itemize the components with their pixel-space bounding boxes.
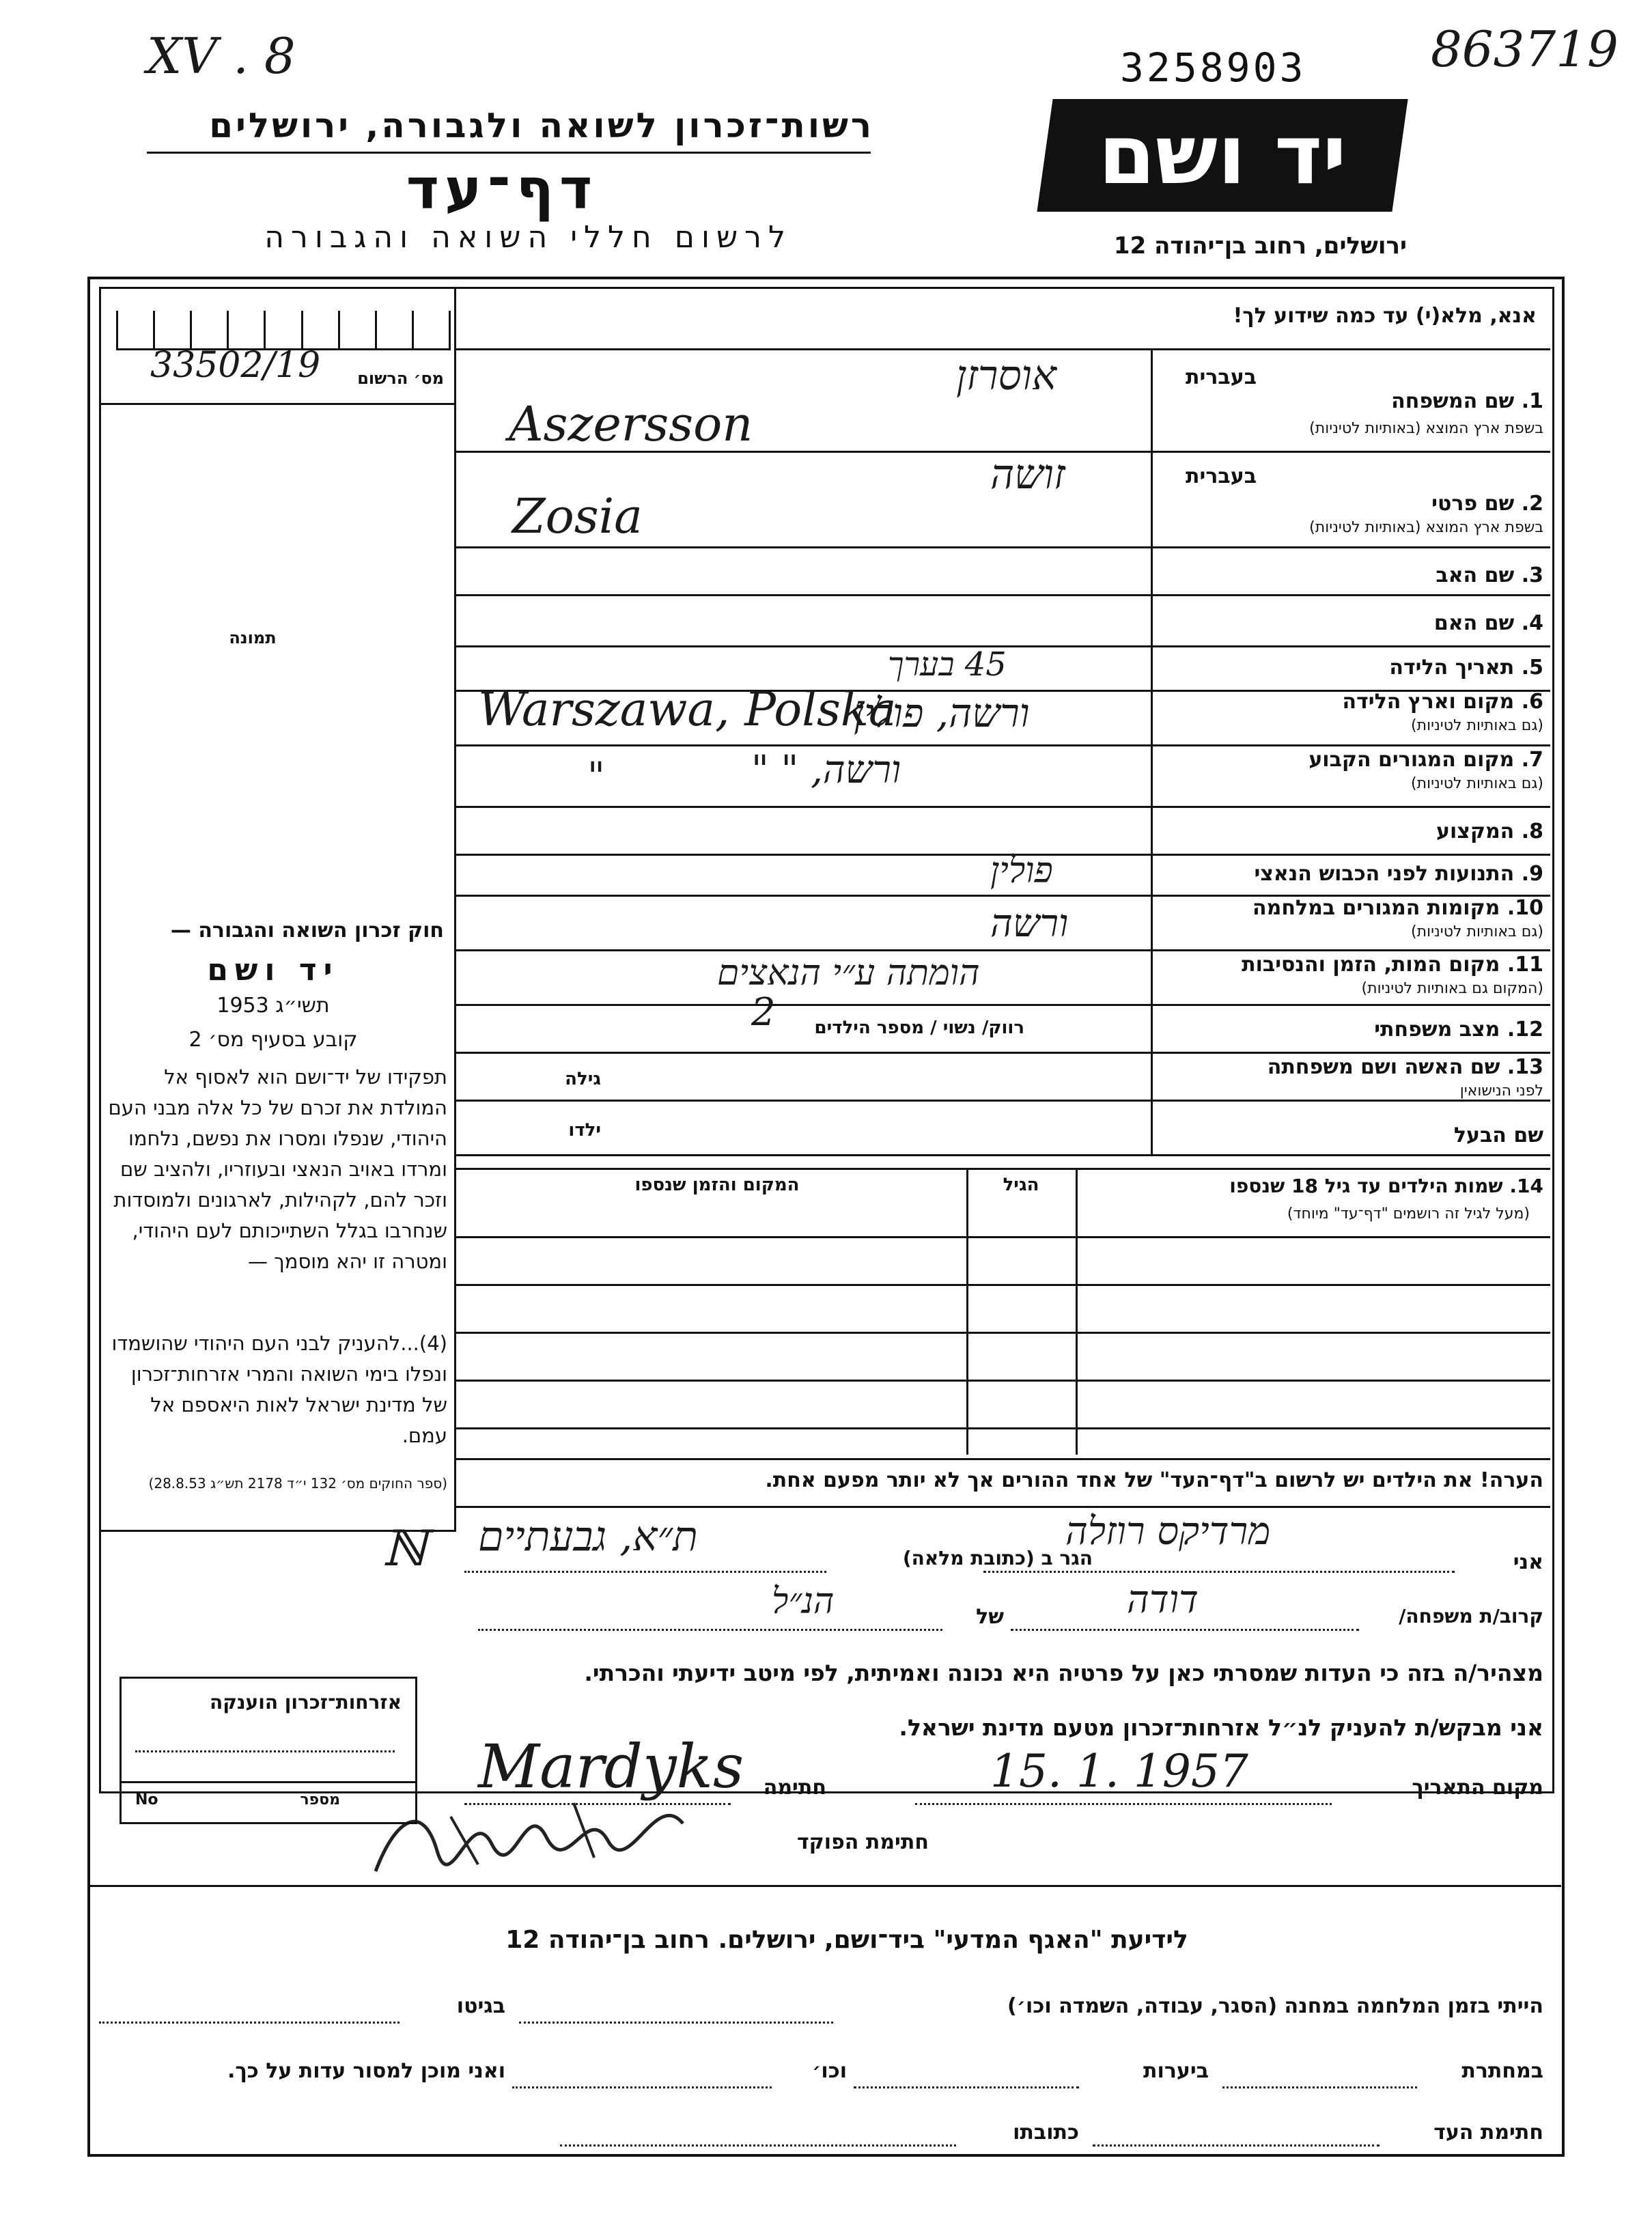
marital-options: רווק/ נשוי / מספר הילדים	[814, 1018, 1024, 1038]
citizenship-box	[120, 1677, 417, 1824]
top-left-mark: XV . 8	[147, 27, 296, 85]
signature-value: Mardyks	[478, 1731, 744, 1802]
signature-label: חתימה	[763, 1776, 826, 1800]
field-10-sub: (גם באותיות לטיניות)	[1411, 923, 1543, 940]
age-label: גילה	[565, 1069, 601, 1089]
law-clause: קובע בסעיף מס׳ 2	[188, 1028, 358, 1052]
of-label: של	[976, 1605, 1004, 1629]
footer-witness-signature: חתימת העד	[1433, 2121, 1543, 2144]
field-11-label: 11. מקום המות, הזמן והנסיבות	[1242, 953, 1543, 977]
date-value: 15. 1. 1957	[990, 1745, 1248, 1798]
field-2-label: 2. שם פרטי	[1431, 492, 1543, 516]
law-text-2: (4)...להעניק לבני העם היהודי שהושמדו ונפלו בימי השואה והמרי אזרחות־זכרון של מדינת ישראל לאות היאספם אל עמם.	[111, 1332, 447, 1447]
husband-label: שם הבעל	[1453, 1123, 1543, 1147]
children-sub: (מעל לגיל זה רושמים "דף־עד" מיוחד)	[1287, 1205, 1530, 1222]
registration-value: 33502/19	[150, 345, 321, 386]
hebrew-col-label-2: בעברית	[1186, 464, 1257, 488]
residence-ditto: "	[587, 755, 605, 799]
birthplace-latin: Warszawa, Polska	[478, 683, 897, 737]
footer-line1: הייתי בזמן המלחמה במחנה (הסגר, עבודה, השמדה וכו׳)	[1007, 1994, 1543, 2018]
residing-label: הגר ב (כתובת מלאה)	[902, 1547, 1093, 1569]
yad-vashem-logo: יד ושם	[1037, 99, 1408, 212]
top-instruction: אנא, מלא(י) עד כמה שידוע לך!	[1233, 304, 1537, 328]
page-title: דף־עד	[406, 157, 598, 222]
field-1-label: 1. שם המשפחה	[1391, 389, 1543, 413]
marital-children: 2	[751, 990, 776, 1035]
citizenship-no-label: No	[135, 1791, 158, 1808]
relation-label: קרוב/ת משפחה/	[1399, 1605, 1543, 1627]
footer-line2-etc: וכו׳	[812, 2059, 847, 2083]
field-13-label: 13. שם האשה ושם משפחתה	[1267, 1055, 1543, 1079]
birth-date-value: 45 בערך	[888, 645, 1007, 684]
photo-label: תמונה	[229, 628, 277, 647]
field-9-label: 9. התנועות לפני הכבוש הנאצי	[1254, 862, 1543, 886]
children-col-age: הגיל	[1003, 1175, 1039, 1195]
official-signature-label: חתימת הפוקד	[797, 1830, 929, 1854]
children-col-place: המקום והזמן שנספו	[634, 1175, 800, 1195]
law-text: תפקידו של יד־ושם הוא לאסוף אל המולדת את זכרם של כל אלה מבני העם היהודי, שנפלו ומסרו את נפשם, נלחמו ומרדו באויב הנאצי ובעוזריו, ולהציב שם וזכר להם, לקהילות, לארגונים ולמוסדות שנחרבו בגלל השתייכותם לעם היהודי, ומטרה זו יהא מוסמך —	[108, 1065, 447, 1273]
footer-line2-underground: במחתרת	[1461, 2059, 1543, 2083]
law-reference: (ספר החוקים מס׳ 132 י״ד 2178 תש״ג 28.8.53)	[148, 1475, 447, 1492]
field-12-label: 12. מצב משפחתי	[1374, 1018, 1543, 1041]
given-name-hebrew: זושה	[990, 451, 1065, 499]
birthplace-hebrew: ורשה, פולין	[854, 690, 1030, 736]
field-10-label: 10. מקומות המגורים במלחמה	[1252, 896, 1543, 920]
footer-line2-end: ואני מוכן למסור עדות על כך.	[227, 2059, 505, 2083]
citizenship-number-label: מספר	[300, 1791, 340, 1808]
movement-value: פולין	[990, 850, 1053, 891]
address-value: ת״א, גבעתיים	[478, 1513, 698, 1561]
death-circumstances-value: הומתה ע״י הנאצים	[717, 953, 980, 994]
given-name-latin: Zosia	[512, 488, 643, 544]
registration-label: מס׳ הרשום	[357, 369, 444, 388]
page-subtitle: לרשום חללי השואה והגבורה	[264, 220, 792, 255]
declaration-statement: מצהיר/ה בזה כי העדות שמסרתי כאן על פרטיה היא נכונה ואמיתית, לפי מיטב ידיעתי והכרתי.	[584, 1660, 1543, 1686]
witness-name: מרדיקס רוזלה	[1065, 1509, 1271, 1554]
of-value: הנ״ל	[772, 1581, 835, 1622]
field-4-label: 4. שם האם	[1433, 611, 1543, 635]
relation-value: דודה	[1127, 1578, 1199, 1622]
place-date-label: מקום התאריך	[1412, 1776, 1543, 1800]
children-label: 14. שמות הילדים עד גיל 18 שנספו	[1229, 1175, 1543, 1197]
footer-line2-forests: ביערות	[1143, 2059, 1209, 2083]
footer-line1-end: בגיטו	[456, 1994, 505, 2018]
field-2-sub: בשפת ארץ המוצא (באותיות לטיניות)	[1309, 519, 1543, 536]
law-heading: חוק זכרון השואה והגבורה —	[170, 919, 444, 942]
institution-name: רשות־זכרון לשואה ולגבורה, ירושלים	[209, 106, 874, 145]
field-13-sub: לפני הנישואין	[1459, 1082, 1543, 1100]
field-5-label: 5. תאריך הלידה	[1389, 656, 1543, 680]
stamp-number: 3258903	[1120, 44, 1306, 91]
surname-hebrew: אוסרזן	[956, 352, 1056, 400]
law-year: תשי״ג 1953	[216, 994, 330, 1018]
field-11-sub: (המקום גם באותיות לטיניות)	[1361, 980, 1543, 997]
field-6-sub: (גם באותיות לטיניות)	[1411, 717, 1543, 734]
law-logo: יד ושם	[207, 953, 339, 988]
field-7-sub: (גם באותיות לטיניות)	[1411, 775, 1543, 792]
declaration-request: אני מבקש/ת להעניק לנ״ל אזרחות־זכרון מטעם מדינת ישראל.	[899, 1714, 1543, 1741]
field-8-label: 8. המקצוע	[1436, 820, 1543, 843]
field-6-label: 6. מקום וארץ הלידה	[1342, 690, 1543, 714]
footer-address-label: כתובתו	[1013, 2121, 1079, 2144]
field-1-sub: בשפת ארץ המוצא (באותיות לטיניות)	[1309, 420, 1543, 437]
residence-hebrew: ורשה, " "	[751, 748, 901, 792]
field-7-label: 7. מקום המגורים הקבוע	[1308, 748, 1543, 772]
citizenship-box-title: אזרחות־זכרון הוענקה	[210, 1691, 402, 1714]
wartime-residence-value: ורשה	[990, 901, 1069, 946]
declaration-squiggle: ℕ	[382, 1520, 428, 1577]
surname-latin: Aszersson	[509, 396, 753, 452]
born-label: ילדו	[568, 1120, 601, 1141]
children-note: הערה! את הילדים יש לרשום ב"דף־העד" של אחד ההורים אך לא יותר מפעם אחת.	[765, 1468, 1543, 1492]
header-address: ירושלים, רחוב בן־יהודה 12	[1113, 232, 1407, 260]
footer-notice: לידיעת "האגף המדעי" ביד־ושם, ירושלים. רחוב בן־יהודה 12	[505, 1926, 1188, 1954]
declaration-i: אני	[1513, 1550, 1543, 1574]
field-3-label: 3. שם האב	[1436, 563, 1543, 587]
hebrew-col-label-1: בעברית	[1186, 365, 1257, 389]
handwritten-number: 863719	[1431, 20, 1619, 78]
